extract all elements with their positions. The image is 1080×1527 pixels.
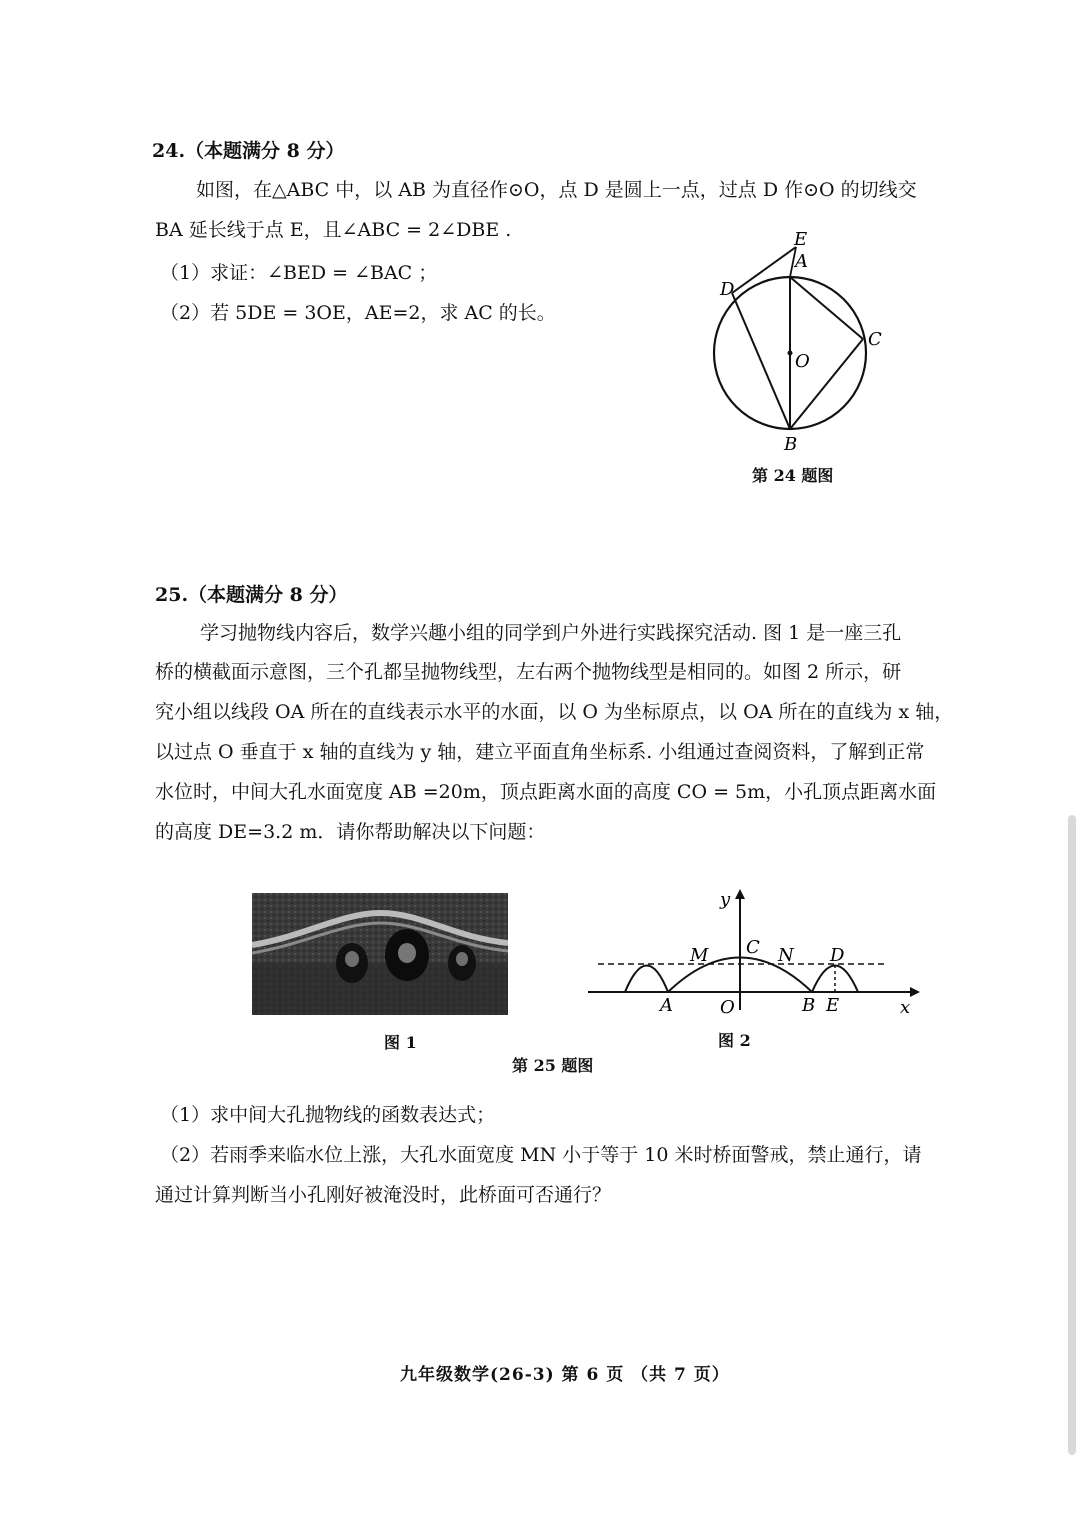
- q24-stem-line2: BA 延长线于点 E，且∠ABC = 2∠DBE .: [155, 219, 512, 241]
- q24-label-b: B: [784, 434, 798, 455]
- q24-figure: [700, 225, 900, 465]
- q25-left-small-arch: [625, 966, 668, 993]
- q25-label-m: M: [690, 945, 709, 966]
- q25-label-e: E: [826, 995, 840, 1016]
- q25-y-axis-arrow: [735, 889, 745, 899]
- q24-label-a: A: [795, 251, 808, 272]
- q24-stem-line1: 如图，在△ABC 中，以 AB 为直径作⊙O，点 D 是圆上一点，过点 D 作⊙O 的切线交: [196, 179, 917, 201]
- q25-label-n: N: [778, 945, 794, 966]
- q25-title: 25.（本题满分 8 分）: [155, 584, 348, 606]
- q24-title: 24.（本题满分 8 分）: [152, 140, 345, 162]
- q25-fig2-caption: 图 2: [718, 1031, 751, 1050]
- page-footer: 九年级数学(26-3) 第 6 页 （共 7 页）: [400, 1365, 730, 1385]
- q25-stem-line5: 水位时，中间大孔水面宽度 AB =20m，顶点距离水面的高度 CO = 5m，小孔顶点距离水面: [155, 781, 937, 803]
- q25-part1: （1）求中间大孔抛物线的函数表达式；: [160, 1104, 496, 1126]
- q24-part1: （1）求证：∠BED = ∠BAC ；: [160, 262, 438, 284]
- q24-figure-caption: 第 24 题图: [752, 466, 834, 485]
- q25-stem-line2: 桥的横截面示意图，三个孔都呈抛物线型，左右两个抛物线型是相同的。如图 2 所示，研: [155, 661, 902, 683]
- q25-label-a: A: [660, 995, 673, 1016]
- q25-stem-line3: 究小组以线段 OA 所在的直线表示水平的水面，以 O 为坐标原点，以 OA 所在的直线为 x 轴，: [155, 701, 954, 723]
- q24-part2: （2）若 5DE = 3OE，AE=2，求 AC 的长。: [160, 302, 556, 324]
- q25-stem-line6: 的高度 DE=3.2 m．请你帮助解决以下问题：: [155, 821, 546, 843]
- q24-label-c: C: [868, 329, 882, 350]
- q25-figure-caption: 第 25 题图: [512, 1056, 594, 1075]
- q25-label-o: O: [720, 997, 735, 1018]
- q25-stem-line1: 学习抛物线内容后，数学兴趣小组的同学到户外进行实践探究活动. 图 1 是一座三孔: [200, 622, 902, 644]
- q25-x-axis-arrow: [910, 987, 920, 997]
- q25-label-b: B: [802, 995, 816, 1016]
- q25-label-d: D: [830, 945, 845, 966]
- q25-part2-line2: 通过计算判断当小孔刚好被淹没时，此桥面可否通行？: [155, 1184, 612, 1206]
- q24-center-dot: [788, 351, 793, 356]
- q25-fig1-bridge-photo: [252, 893, 508, 1015]
- q25-stem-line4: 以过点 O 垂直于 x 轴的直线为 y 轴，建立平面直角坐标系. 小组通过查阅资料，了解到正常: [155, 741, 925, 763]
- q24-label-e: E: [794, 229, 808, 250]
- q25-part2-line1: （2）若雨季来临水位上涨，大孔水面宽度 MN 小于等于 10 米时桥面警戒，禁止通行，请: [160, 1144, 922, 1166]
- q25-fig2-coordinate-diagram: [580, 885, 920, 1025]
- q24-segment-db: [732, 293, 790, 429]
- q24-label-o: O: [795, 351, 810, 372]
- q25-fig1-caption: 图 1: [384, 1033, 417, 1052]
- q24-tangent-ed: [732, 247, 796, 293]
- q25-label-y: y: [720, 889, 731, 910]
- vertical-scrollbar[interactable]: [1068, 815, 1076, 1455]
- q25-label-c: C: [746, 937, 760, 958]
- q24-label-d: D: [720, 279, 735, 300]
- q25-label-x: x: [900, 997, 911, 1018]
